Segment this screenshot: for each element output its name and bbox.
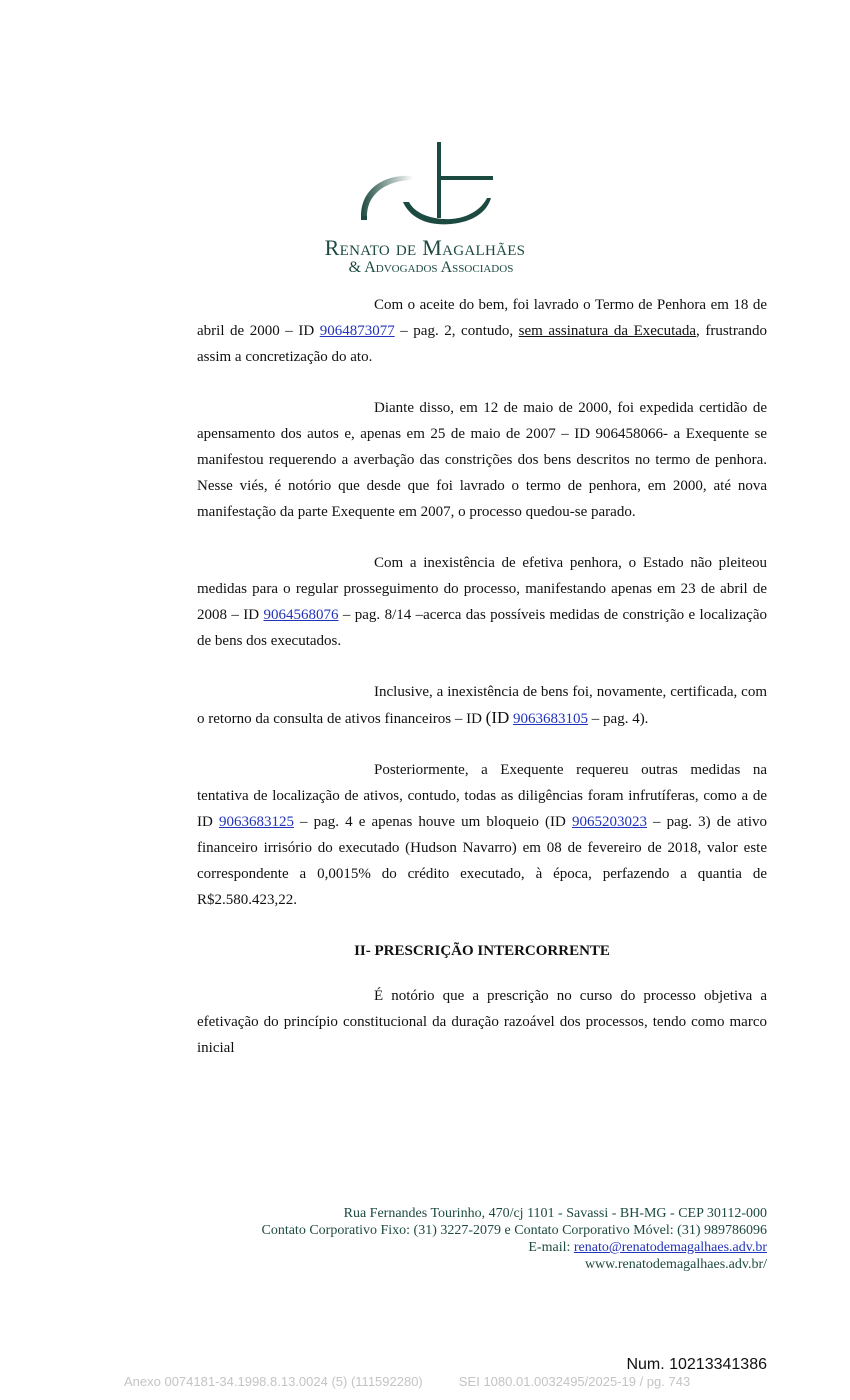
paragraph-2 <box>197 395 767 525</box>
text-run: – pag. 8/14 –acerca das possíveis medidas de constrição e localização de bens dos executados. <box>197 607 767 649</box>
text-run: Inclusive, a inexistência de bens foi, novamente, certificada, com o retorno da consulta de ativos financeiros – ID <box>197 684 767 727</box>
document-body <box>197 292 767 1086</box>
footer-email-line <box>261 1239 767 1256</box>
letterhead-footer <box>261 1205 767 1273</box>
firm-logo <box>0 140 850 276</box>
document-id-link[interactable]: 9064568076 <box>263 607 339 623</box>
section-heading: II- PRESCRIÇÃO INTERCORRENTE <box>354 943 610 959</box>
text-run: Diante disso, em 12 de maio de 2000, foi expedida certidão de apensamento dos autos e, apenas em 25 de maio de 2007 – ID 906458066- a Exequente se manifestou requerendo a averbação das constrições dos bens descritos no termo de penhora. Nesse viés, é notório que desde que foi lavrado o termo de penhora, em 2000, até nova manifestação da parte Exequente em 2007, o processo quedou-se parado. <box>197 400 767 520</box>
paragraph-6 <box>197 983 767 1061</box>
footer-email-link[interactable]: renato@renatodemagalhaes.adv.br <box>573 1240 767 1255</box>
paragraph-3 <box>197 550 767 654</box>
text-run: É notório que a prescrição no curso do processo objetiva a efetivação do princípio constitucional da duração razoável dos processos, tendo como marco inicial <box>197 988 767 1056</box>
text-run: , frustrando assim a concretização do ato. <box>197 323 767 365</box>
footer-email-label: E-mail: <box>528 1240 574 1255</box>
firm-logo-mark-icon <box>355 140 495 232</box>
text-run: – pag. 4). <box>588 711 649 727</box>
paragraph-4 <box>197 679 767 732</box>
footer-address: Rua Fernandes Tourinho, 470/cj 1101 - Savassi - BH-MG - CEP 30112-000 <box>343 1206 767 1221</box>
text-run: Com o aceite do bem, foi lavrado o Termo de Penhora em 18 de abril de 2000 – ID <box>197 297 767 339</box>
document-number: Num. 10213341386 <box>626 1356 767 1373</box>
firm-subtitle: & Advogados Associados <box>348 259 514 276</box>
paragraph-1 <box>197 292 767 370</box>
footer-website: www.renatodemagalhaes.adv.br/ <box>584 1257 767 1272</box>
text-run: – pag. 3) de ativo financeiro irrisório do executado (Hudson Navarro) em 08 de fevereiro de 2018, valor este correspondente a 0,0015% do crédito executado, à época, perfazendo a quantia de R$2.580.423,22. <box>197 814 767 908</box>
document-id-link[interactable]: 9065203023 <box>571 814 647 830</box>
text-run: – pag. 2, contudo, <box>394 323 519 339</box>
document-id-link[interactable]: 9063683105 <box>513 711 589 727</box>
document-id-link[interactable]: 9064873077 <box>319 323 395 339</box>
text-run: Com a inexistência de efetiva penhora, o Estado não pleiteou medidas para o regular prosseguimento do processo, manifestando apenas em 23 de abril de 2008 – ID <box>197 555 767 623</box>
text-run: Posteriormente, a Exequente requereu outras medidas na tentativa de localização de ativos, contudo, todas as diligências foram infrutíferas, como a de ID <box>197 762 767 830</box>
paragraph-5 <box>197 757 767 913</box>
text-run: (ID <box>485 708 510 727</box>
text-run: – pag. 4 e apenas houve um bloqueio (ID <box>293 814 572 830</box>
footer-phones: Contato Corporativo Fixo: (31) 3227-2079 e Contato Corporativo Móvel: (31) 989786096 <box>261 1223 767 1238</box>
document-id-link[interactable]: 9063683125 <box>218 814 294 830</box>
firm-name: Renato de Magalhães <box>324 235 526 260</box>
underlined-text: sem assinatura da Executada <box>518 323 697 339</box>
annex-watermark: Anexo 0074181-34.1998.8.13.0024 (5) (111592280) SEI 1080.01.0032495/2025-19 / pg. 743 <box>124 1374 691 1389</box>
